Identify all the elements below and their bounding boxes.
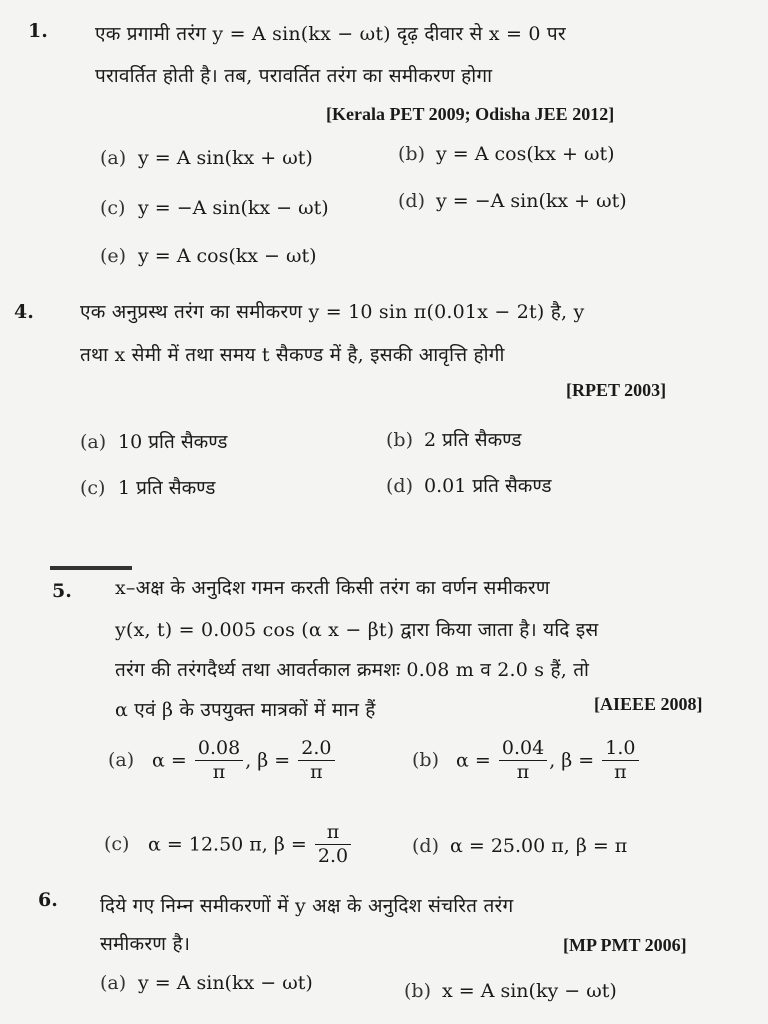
option-a[interactable] <box>80 428 227 454</box>
option-label: (b) <box>412 749 439 772</box>
alpha-fraction <box>499 738 547 785</box>
option-text: x = A sin(ky − ωt) <box>442 980 617 1002</box>
option-b[interactable] <box>386 426 521 452</box>
fraction-denominator: π <box>614 760 627 783</box>
exam-source: [AIEEE 2008] <box>594 694 703 714</box>
option-a[interactable] <box>108 738 337 785</box>
option-a[interactable] <box>100 147 313 169</box>
option-d[interactable] <box>386 472 552 498</box>
exam-source: [Kerala PET 2009; Odisha JEE 2012] <box>326 104 615 124</box>
exam-source: [RPET 2003] <box>566 380 667 400</box>
option-label: (e) <box>100 245 127 267</box>
option-d[interactable] <box>412 835 627 857</box>
option-text: 10 प्रति सैकण्ड <box>118 431 228 453</box>
option-label: (a) <box>100 972 127 994</box>
section-divider <box>50 566 132 570</box>
option-text: 1 प्रति सैकण्ड <box>118 477 216 499</box>
fraction-numerator: π <box>315 822 351 845</box>
option-label: (a) <box>100 147 127 169</box>
question-number: 1. <box>28 20 48 42</box>
question-number: 6. <box>38 889 58 911</box>
option-text: y = A sin(kx + ωt) <box>138 147 313 169</box>
option-alpha: α = <box>456 749 491 772</box>
fraction-numerator: 0.08 <box>195 738 243 761</box>
option-e[interactable] <box>100 245 317 267</box>
option-label: (b) <box>386 429 413 451</box>
option-label: (d) <box>386 475 413 497</box>
option-text: 0.01 प्रति सैकण्ड <box>424 475 552 497</box>
option-label: (c) <box>104 833 130 856</box>
option-text: y = −A sin(kx − ωt) <box>138 197 329 219</box>
alpha-fraction <box>195 738 243 785</box>
question-text: एक प्रगामी तरंग y = A sin(kx − ωt) दृढ़ दीवार से x = 0 पर <box>95 23 566 45</box>
option-label: (a) <box>108 749 135 772</box>
question-text: α एवं β के उपयुक्त मात्रकों में मान हैं <box>115 699 376 721</box>
beta-fraction <box>298 738 334 785</box>
option-label: (b) <box>404 980 431 1002</box>
question-text: दिये गए निम्न समीकरणों में y अक्ष के अनुदिश संचरित तरंग <box>100 895 514 917</box>
fraction-denominator: 2.0 <box>317 844 349 867</box>
fraction-denominator: π <box>310 760 323 783</box>
option-label: (d) <box>398 190 425 212</box>
option-text: y = A cos(kx + ωt) <box>436 143 615 165</box>
option-c[interactable] <box>80 474 215 500</box>
fraction-denominator: π <box>516 760 530 783</box>
option-text: y = A cos(kx − ωt) <box>138 245 317 267</box>
option-text: y = −A sin(kx + ωt) <box>436 190 627 212</box>
exam-source: [MP PMT 2006] <box>563 935 687 955</box>
option-text: 2 प्रति सैकण्ड <box>424 429 522 451</box>
question-text: तथा x सेमी में तथा समय t सैकण्ड में है, इसकी आवृत्ति होगी <box>80 344 505 366</box>
question-text: परावर्तित होती है। तब, परावर्तित तरंग का समीकरण होगा <box>95 65 493 87</box>
option-a[interactable] <box>100 972 313 994</box>
option-b[interactable] <box>398 143 615 165</box>
option-alpha: α = <box>152 749 187 772</box>
option-label: (d) <box>412 835 439 857</box>
question-text: एक अनुप्रस्थ तरंग का समीकरण y = 10 sin π(0.01x − 2t) है, y <box>80 301 585 323</box>
option-b[interactable] <box>404 980 617 1002</box>
fraction-numerator: 2.0 <box>298 738 334 761</box>
option-beta: , β = <box>549 749 595 772</box>
question-number: 4. <box>14 301 34 323</box>
option-text: α = 25.00 π, β = π <box>450 835 628 857</box>
beta-fraction <box>315 822 351 869</box>
fraction-numerator: 0.04 <box>499 738 547 761</box>
option-b[interactable] <box>412 738 641 785</box>
question-text: y(x, t) = 0.005 cos (α x − βt) द्वारा किया जाता है। यदि इस <box>115 619 599 641</box>
option-text: y = A sin(kx − ωt) <box>138 972 313 994</box>
option-d[interactable] <box>398 190 627 212</box>
fraction-numerator: 1.0 <box>602 738 638 761</box>
option-label: (c) <box>80 477 106 499</box>
option-label: (b) <box>398 143 425 165</box>
question-number: 5. <box>52 580 72 602</box>
option-text: α = 12.50 π, β = <box>148 833 307 856</box>
option-c[interactable] <box>104 822 353 869</box>
question-text: x–अक्ष के अनुदिश गमन करती किसी तरंग का वर्णन समीकरण <box>115 577 550 599</box>
option-c[interactable] <box>100 197 329 219</box>
beta-fraction <box>602 738 638 785</box>
question-text: समीकरण है। <box>100 933 191 955</box>
fraction-denominator: π <box>212 760 226 783</box>
question-text: तरंग की तरंगदैर्ध्य तथा आवर्तकाल क्रमशः 0.08 m व 2.0 s हैं, तो <box>115 659 590 681</box>
option-beta: , β = <box>245 749 291 772</box>
option-label: (c) <box>100 197 126 219</box>
option-label: (a) <box>80 431 107 453</box>
